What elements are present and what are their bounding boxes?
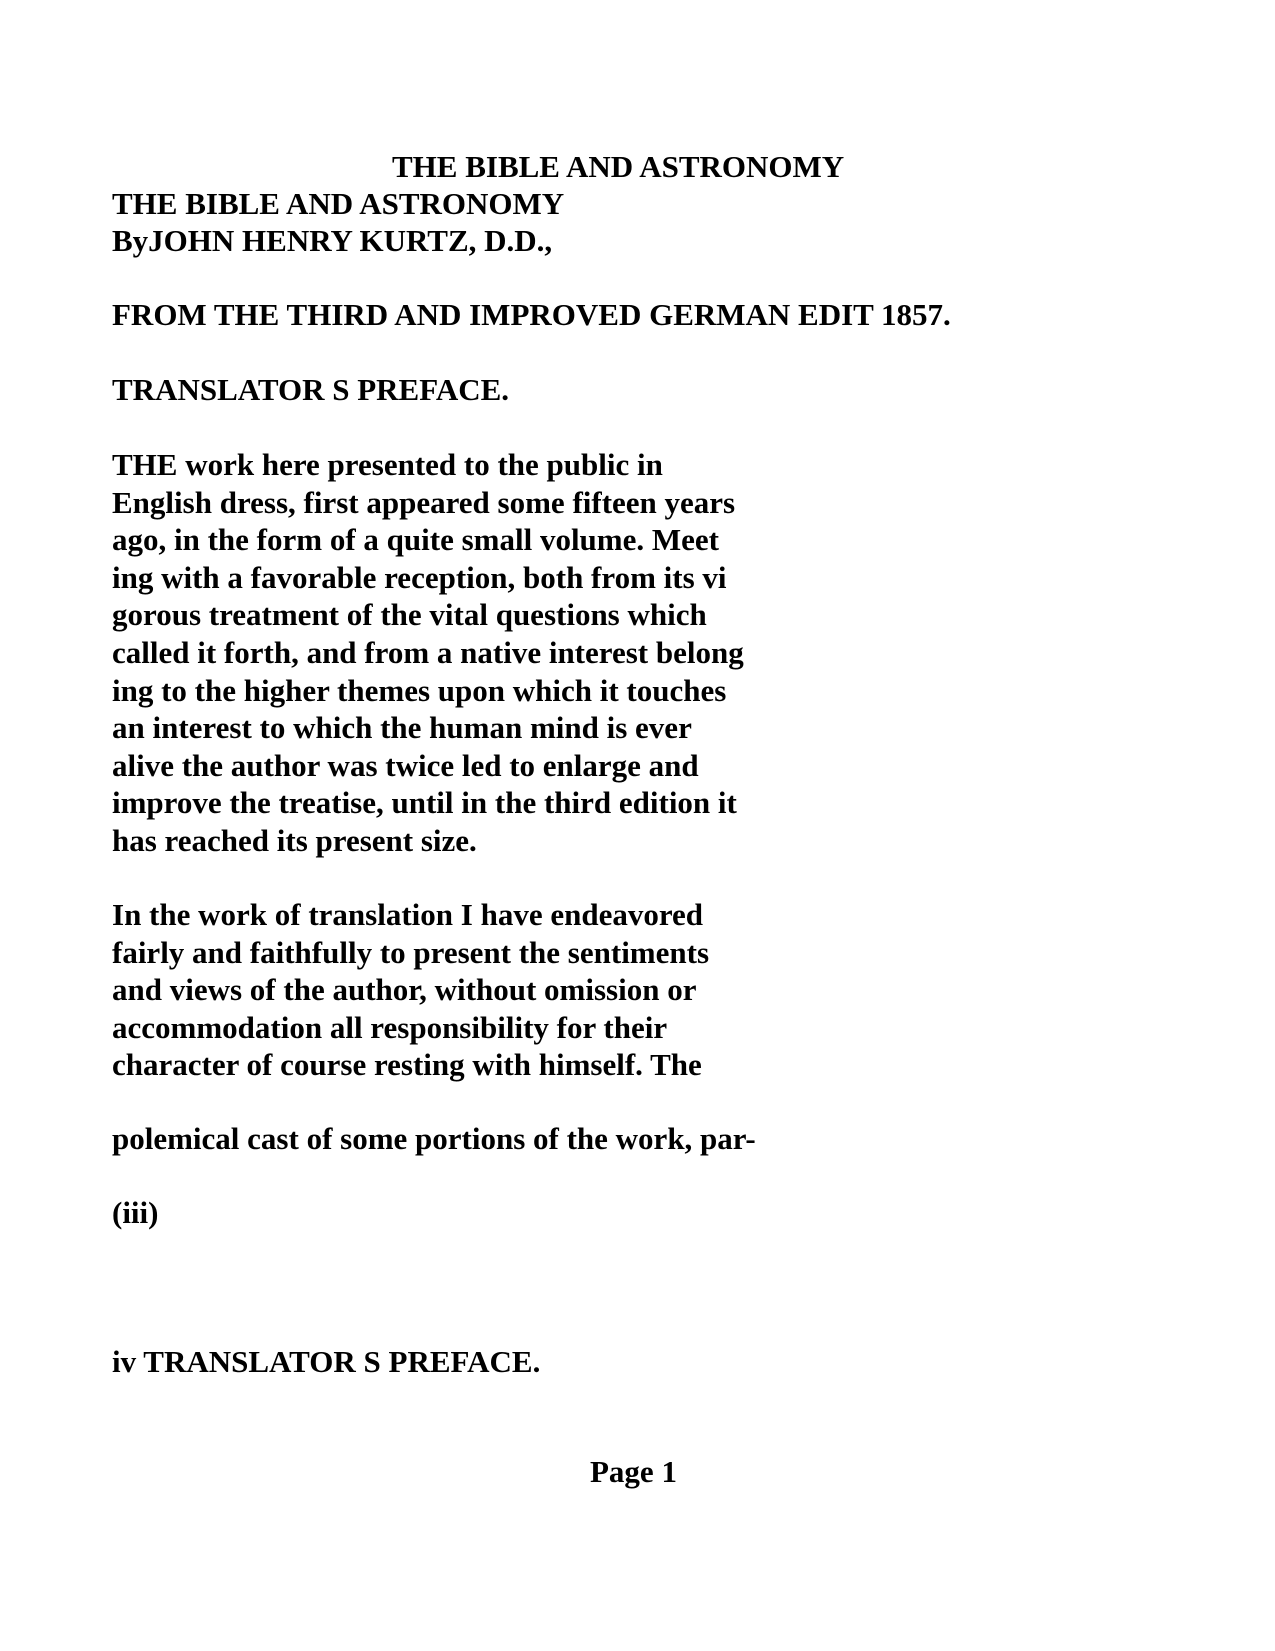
paragraph-line: gorous treatment of the vital questions which: [112, 597, 707, 633]
paragraph-line: accommodation all responsibility for their: [112, 1009, 668, 1045]
paragraph-line: In the work of translation I have endeavored: [112, 897, 704, 932]
edition-line: FROM THE THIRD AND IMPROVED GERMAN EDIT 1857.: [112, 297, 951, 332]
paragraph-line: an interest to which the human mind is ever: [112, 710, 692, 746]
continuation-line: polemical cast of some portions of the work, par-: [112, 1121, 756, 1156]
paragraph-line: character of course resting with himself. The: [112, 1047, 702, 1083]
running-header: iv TRANSLATOR S PREFACE.: [112, 1344, 541, 1379]
page-footer: Page 1: [590, 1454, 677, 1489]
paragraph-line: has reached its present size.: [112, 822, 477, 858]
paragraph-line: alive the author was twice led to enlarge and: [112, 747, 699, 783]
paragraph-line: ing to the higher themes upon which it touches: [112, 672, 727, 708]
paragraph-line: ago, in the form of a quite small volume. Meet: [112, 522, 719, 558]
paragraph-line: and views of the author, without omission or: [112, 972, 697, 1008]
paragraph-line: THE work here presented to the public in: [112, 447, 663, 482]
paragraph-line: improve the treatise, until in the third edition it: [112, 785, 737, 821]
section-heading: TRANSLATOR S PREFACE.: [112, 372, 510, 407]
paragraph-line: called it forth, and from a native interest belong: [112, 634, 744, 670]
paragraph-line: fairly and faithfully to present the sentiments: [112, 934, 710, 970]
paragraph-line: ing with a favorable reception, both from its vi: [112, 559, 727, 595]
author-byline: ByJOHN HENRY KURTZ, D.D.,: [112, 223, 553, 258]
book-title: THE BIBLE AND ASTRONOMY: [112, 186, 565, 221]
paragraph-line: English dress, first appeared some fifteen years: [112, 484, 736, 520]
preface-paragraph-2: [112, 896, 709, 1084]
centered-title: THE BIBLE AND ASTRONOMY: [392, 149, 845, 184]
page-marker: (iii): [112, 1195, 159, 1230]
preface-paragraph-1: [112, 446, 744, 860]
